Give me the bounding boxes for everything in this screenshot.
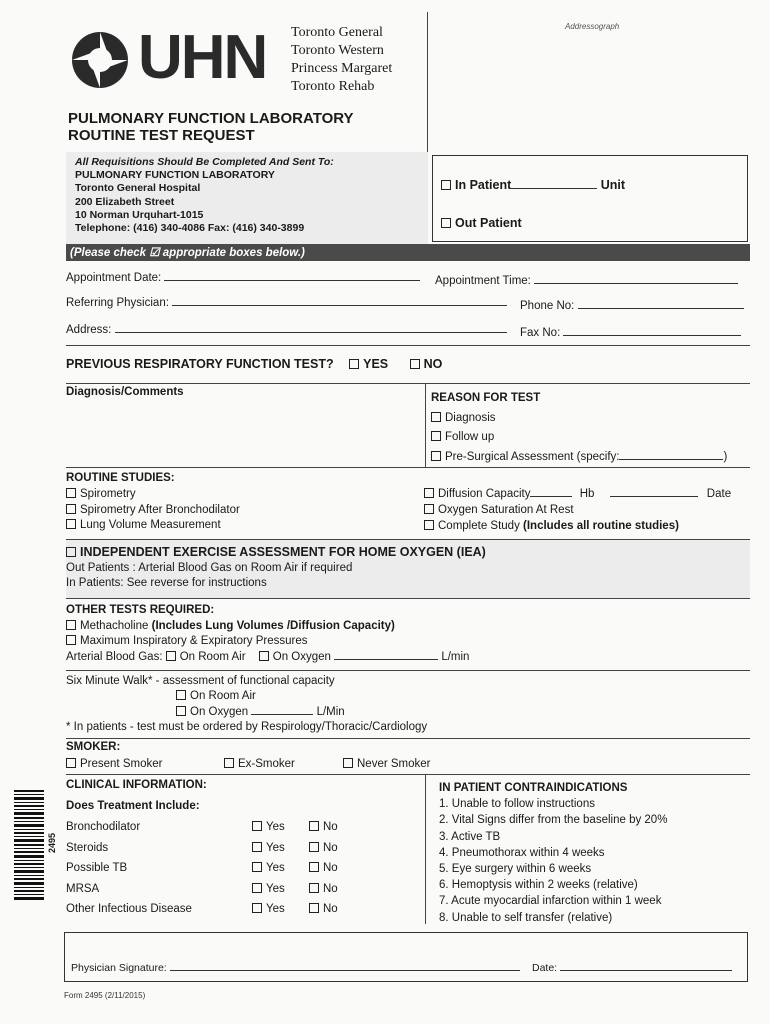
divider-vertical xyxy=(425,383,426,467)
complete-study-label: Complete Study xyxy=(438,519,524,532)
yes-checkbox[interactable] xyxy=(252,821,262,831)
abg-room-air-label: On Room Air xyxy=(179,650,246,663)
clinical-title: CLINICAL INFORMATION: xyxy=(66,779,207,791)
date-label: Date xyxy=(706,488,732,500)
abg-oxygen-field[interactable] xyxy=(334,659,438,660)
form-title-1: PULMONARY FUNCTION LABORATORY xyxy=(68,110,354,127)
six-minute-oxygen-checkbox[interactable] xyxy=(176,706,186,716)
yes-label: YES xyxy=(363,357,389,371)
address-label: Address: xyxy=(66,324,112,336)
diffusion-option[interactable] xyxy=(424,487,731,503)
iea-checkbox[interactable] xyxy=(66,547,76,557)
appointment-time-label: Appointment Time: xyxy=(435,275,531,287)
contra-title: IN PATIENT CONTRAINDICATIONS xyxy=(439,782,628,794)
no-checkbox[interactable] xyxy=(309,903,319,913)
contra-item: 1. Unable to follow instructions xyxy=(439,798,595,811)
physician-signature-field[interactable] xyxy=(170,970,520,971)
appointment-time-field[interactable] xyxy=(534,283,738,284)
yes-label: Yes xyxy=(266,821,285,833)
abg-oxygen-checkbox[interactable] xyxy=(259,651,269,661)
check-instruction-text: (Please check ☑ appropriate boxes below.) xyxy=(70,247,305,259)
divider xyxy=(66,345,750,346)
previous-test-no[interactable] xyxy=(410,357,443,371)
max-pressures-checkbox[interactable] xyxy=(66,635,76,645)
routine-option-label: Spirometry After Bronchodilator xyxy=(80,503,240,516)
iea-section xyxy=(66,545,486,592)
diagnosis-label: Diagnosis/Comments xyxy=(66,386,184,398)
abg-lmin-label: L/min xyxy=(441,650,470,663)
divider xyxy=(66,598,750,599)
reason-checkbox[interactable] xyxy=(431,412,441,422)
oxygen-option[interactable] xyxy=(424,503,731,519)
contraindications-section xyxy=(439,780,667,926)
send-to-line: PULMONARY FUNCTION LABORATORY xyxy=(75,169,275,182)
appointment-date-label: Appointment Date: xyxy=(66,272,162,284)
signature-date-row xyxy=(532,962,732,974)
complete-study-note: (Includes all routine studies) xyxy=(523,519,679,532)
clinical-item-label: MRSA xyxy=(66,883,100,895)
hb-field[interactable] xyxy=(610,496,698,497)
in-patient-label: In Patient xyxy=(455,178,512,192)
reason-title: REASON FOR TEST xyxy=(431,392,541,404)
clinical-row xyxy=(66,842,366,854)
hospital-list xyxy=(291,24,392,96)
clinical-no[interactable] xyxy=(309,903,338,915)
unit-field[interactable] xyxy=(511,188,597,189)
form-title-2: ROUTINE TEST REQUEST xyxy=(68,127,255,144)
routine-right-column xyxy=(424,487,731,534)
contra-item: 8. Unable to self transfer (relative) xyxy=(439,911,613,924)
hospital-name: Toronto General xyxy=(291,25,383,40)
send-to-block xyxy=(75,156,334,235)
appointment-time-row xyxy=(435,275,738,287)
clinical-no[interactable] xyxy=(309,821,338,833)
no-label: No xyxy=(323,842,338,854)
yes-checkbox[interactable] xyxy=(349,359,359,369)
send-to-line: Telephone: (416) 340-4086 Fax: (416) 340-3899 xyxy=(75,222,305,235)
six-minute-room-air[interactable] xyxy=(66,689,427,704)
divider xyxy=(66,738,750,739)
hb-label: Hb xyxy=(579,488,595,500)
clinical-row xyxy=(66,903,366,915)
clinical-yes[interactable] xyxy=(252,903,285,915)
routine-option[interactable] xyxy=(66,518,240,534)
routine-checkbox[interactable] xyxy=(66,504,76,514)
clinical-no[interactable] xyxy=(309,883,338,895)
abg-label: Arterial Blood Gas: xyxy=(66,650,163,663)
signature-date-field[interactable] xyxy=(560,970,732,971)
contra-item: 4. Pneumothorax within 4 weeks xyxy=(439,846,605,859)
out-patient-option[interactable] xyxy=(441,216,522,230)
clinical-subtitle: Does Treatment Include: xyxy=(66,800,200,812)
barcode-number: 2495 xyxy=(47,832,58,854)
uhn-logo-text: UHN xyxy=(138,23,267,92)
reason-option-label: Follow up xyxy=(445,431,495,443)
yes-label: Yes xyxy=(266,883,285,895)
reason-option-label: Diagnosis xyxy=(445,411,496,424)
reason-option-label: Pre-Surgical Assessment (specify: xyxy=(445,450,620,463)
clinical-item-label: Bronchodilator xyxy=(66,821,141,833)
abg-oxygen-label: On Oxygen xyxy=(272,650,331,663)
reason-close-paren: ) xyxy=(723,450,728,463)
reason-checkbox[interactable] xyxy=(431,431,441,441)
in-patient-option[interactable] xyxy=(441,178,625,192)
iea-line: In Patients: See reverse for instructions xyxy=(66,577,267,589)
iea-option[interactable] xyxy=(66,545,486,561)
routine-checkbox[interactable] xyxy=(66,519,76,529)
no-checkbox[interactable] xyxy=(309,821,319,831)
address-field[interactable] xyxy=(115,332,507,333)
send-to-intro: All Requisitions Should Be Completed And Sent To: xyxy=(75,156,334,168)
clinical-item-label: Other Infectious Disease xyxy=(66,903,192,915)
complete-study-option[interactable] xyxy=(424,519,731,535)
no-label: No xyxy=(323,883,338,895)
diffusion-checkbox[interactable] xyxy=(424,488,434,498)
other-title: OTHER TESTS REQUIRED: xyxy=(66,604,215,616)
addressograph-label: Addressograph xyxy=(565,22,620,31)
phone-row xyxy=(520,300,744,312)
routine-option-label: Lung Volume Measurement xyxy=(80,519,221,532)
yes-checkbox[interactable] xyxy=(252,862,262,872)
phone-field[interactable] xyxy=(578,308,744,309)
routine-option[interactable] xyxy=(66,503,240,519)
six-minute-note: * In patients - test must be ordered by Respirology/Thoracic/Cardiology xyxy=(66,721,428,734)
oxygen-label: Oxygen Saturation At Rest xyxy=(438,503,574,516)
clinical-row xyxy=(66,821,366,833)
yes-checkbox[interactable] xyxy=(252,903,262,913)
previous-test-question: PREVIOUS RESPIRATORY FUNCTION TEST? xyxy=(66,357,334,371)
abg-room-air-checkbox[interactable] xyxy=(166,651,176,661)
no-checkbox[interactable] xyxy=(309,862,319,872)
signature-box xyxy=(64,932,748,982)
barcode xyxy=(14,790,48,900)
no-checkbox[interactable] xyxy=(410,359,420,369)
contra-item: 6. Hemoptysis within 2 weeks (relative) xyxy=(439,879,638,892)
no-checkbox[interactable] xyxy=(309,883,319,893)
divider xyxy=(66,383,750,384)
uhn-logo-mark-icon xyxy=(68,28,132,92)
divider xyxy=(66,774,750,775)
phone-label: Phone No: xyxy=(520,300,575,312)
clinical-no[interactable] xyxy=(309,862,338,874)
appointment-date-row xyxy=(66,272,420,284)
clinical-item-label: Steroids xyxy=(66,842,109,854)
hospital-name: Toronto Western xyxy=(291,43,384,58)
form-footer: Form 2495 (2/11/2015) xyxy=(64,991,146,1000)
contra-item: 2. Vital Signs differ from the baseline by 20% xyxy=(439,814,668,827)
fax-label: Fax No: xyxy=(520,327,561,339)
uhn-logo xyxy=(68,24,288,92)
contra-item: 7. Acute myocardial infarction within 1 week xyxy=(439,895,662,908)
diffusion-label: Diffusion Capacity xyxy=(438,488,531,500)
six-minute-room-air-checkbox[interactable] xyxy=(176,690,186,700)
six-minute-oxygen-field[interactable] xyxy=(251,714,313,715)
clinical-item-label: Possible TB xyxy=(66,862,128,874)
fax-row xyxy=(520,327,741,339)
no-label: No xyxy=(323,862,338,874)
smoker-checkbox[interactable] xyxy=(66,758,76,768)
routine-option-label: Spirometry xyxy=(80,487,136,500)
clinical-yes[interactable] xyxy=(252,842,285,854)
no-checkbox[interactable] xyxy=(309,842,319,852)
methacholine-checkbox[interactable] xyxy=(66,620,76,630)
other-tests-section xyxy=(66,603,469,665)
hospital-name: Toronto Rehab xyxy=(291,79,375,94)
clinical-yes[interactable] xyxy=(252,883,285,895)
no-label: No xyxy=(323,821,338,833)
no-label: No xyxy=(323,903,338,915)
max-pressures-option[interactable] xyxy=(66,634,469,650)
send-to-line: 200 Elizabeth Street xyxy=(75,195,175,208)
send-to-line: Toronto General Hospital xyxy=(75,182,201,195)
routine-option[interactable] xyxy=(66,487,240,503)
header-divider xyxy=(427,12,428,157)
send-to-line: 10 Norman Urquhart-1015 xyxy=(75,208,204,221)
clinical-yes[interactable] xyxy=(252,821,285,833)
fax-field[interactable] xyxy=(563,335,741,336)
six-minute-section xyxy=(66,674,427,736)
smoker-present[interactable] xyxy=(66,758,162,770)
routine-studies-section xyxy=(66,471,240,534)
six-minute-oxygen-label: On Oxygen xyxy=(190,705,249,718)
clinical-row xyxy=(66,883,366,895)
yes-checkbox[interactable] xyxy=(252,883,262,893)
yes-label: Yes xyxy=(266,862,285,874)
check-instruction-bar xyxy=(66,244,750,261)
reason-checkbox[interactable] xyxy=(431,451,441,461)
reason-option[interactable] xyxy=(431,409,727,429)
smoker-ex[interactable] xyxy=(224,758,295,770)
yes-label: Yes xyxy=(266,842,285,854)
divider-vertical xyxy=(425,774,426,924)
diffusion-field[interactable] xyxy=(530,496,572,497)
physician-signature-label: Physician Signature: xyxy=(71,962,167,974)
reason-option[interactable] xyxy=(431,428,727,448)
six-minute-title: Six Minute Walk* - assessment of functional capacity xyxy=(66,675,335,687)
previous-test-yes[interactable] xyxy=(349,357,388,371)
clinical-yes[interactable] xyxy=(252,862,285,874)
yes-label: Yes xyxy=(266,903,285,915)
referring-physician-row xyxy=(66,297,507,309)
contra-item: 3. Active TB xyxy=(439,830,501,843)
smoker-option-label: Present Smoker xyxy=(80,758,163,770)
divider xyxy=(66,467,750,468)
reason-option[interactable] xyxy=(431,448,727,468)
no-label: NO xyxy=(423,357,443,371)
smoker-checkbox[interactable] xyxy=(224,758,234,768)
out-patient-label: Out Patient xyxy=(455,216,522,230)
physician-signature-row xyxy=(71,962,520,974)
abg-row xyxy=(66,650,469,666)
methacholine-option[interactable] xyxy=(66,619,469,635)
clinical-no[interactable] xyxy=(309,842,338,854)
yes-checkbox[interactable] xyxy=(252,842,262,852)
appointment-date-field[interactable] xyxy=(164,280,420,281)
out-patient-checkbox[interactable] xyxy=(441,218,451,228)
oxygen-checkbox[interactable] xyxy=(424,504,434,514)
smoker-option-label: Never Smoker xyxy=(357,758,431,770)
smoker-option-label: Ex-Smoker xyxy=(238,758,295,770)
diagnosis-area[interactable] xyxy=(66,400,422,464)
reason-section xyxy=(431,389,727,467)
methacholine-label: Methacholine xyxy=(80,619,152,632)
iea-line: Out Patients : Arterial Blood Gas on Room Air if required xyxy=(66,561,353,574)
complete-study-checkbox[interactable] xyxy=(424,520,434,530)
pre-surgical-specify-field[interactable] xyxy=(619,459,723,460)
six-minute-lmin-label: L/Min xyxy=(316,705,345,718)
referring-physician-label: Referring Physician: xyxy=(66,297,169,309)
unit-label: Unit xyxy=(600,178,626,192)
methacholine-note: (Includes Lung Volumes /Diffusion Capacity) xyxy=(151,619,395,632)
address-row xyxy=(66,324,507,336)
clinical-row xyxy=(66,862,366,874)
previous-test-row xyxy=(66,357,442,371)
six-minute-room-air-label: On Room Air xyxy=(190,690,256,703)
routine-checkbox[interactable] xyxy=(66,488,76,498)
in-patient-checkbox[interactable] xyxy=(441,180,451,190)
smoker-title: SMOKER: xyxy=(66,741,121,753)
six-minute-oxygen[interactable] xyxy=(66,705,427,720)
iea-title: INDEPENDENT EXERCISE ASSESSMENT FOR HOME OXYGEN (IEA) xyxy=(80,545,486,559)
barcode-icon xyxy=(14,790,44,900)
hospital-name: Princess Margaret xyxy=(291,61,393,76)
contra-item: 5. Eye surgery within 6 weeks xyxy=(439,863,592,876)
max-pressures-label: Maximum Inspiratory & Expiratory Pressures xyxy=(80,635,308,648)
routine-title: ROUTINE STUDIES: xyxy=(66,472,175,484)
smoker-never[interactable] xyxy=(343,758,431,770)
smoker-checkbox[interactable] xyxy=(343,758,353,768)
signature-date-label: Date: xyxy=(532,962,558,974)
divider xyxy=(66,670,750,671)
referring-physician-field[interactable] xyxy=(172,305,507,306)
